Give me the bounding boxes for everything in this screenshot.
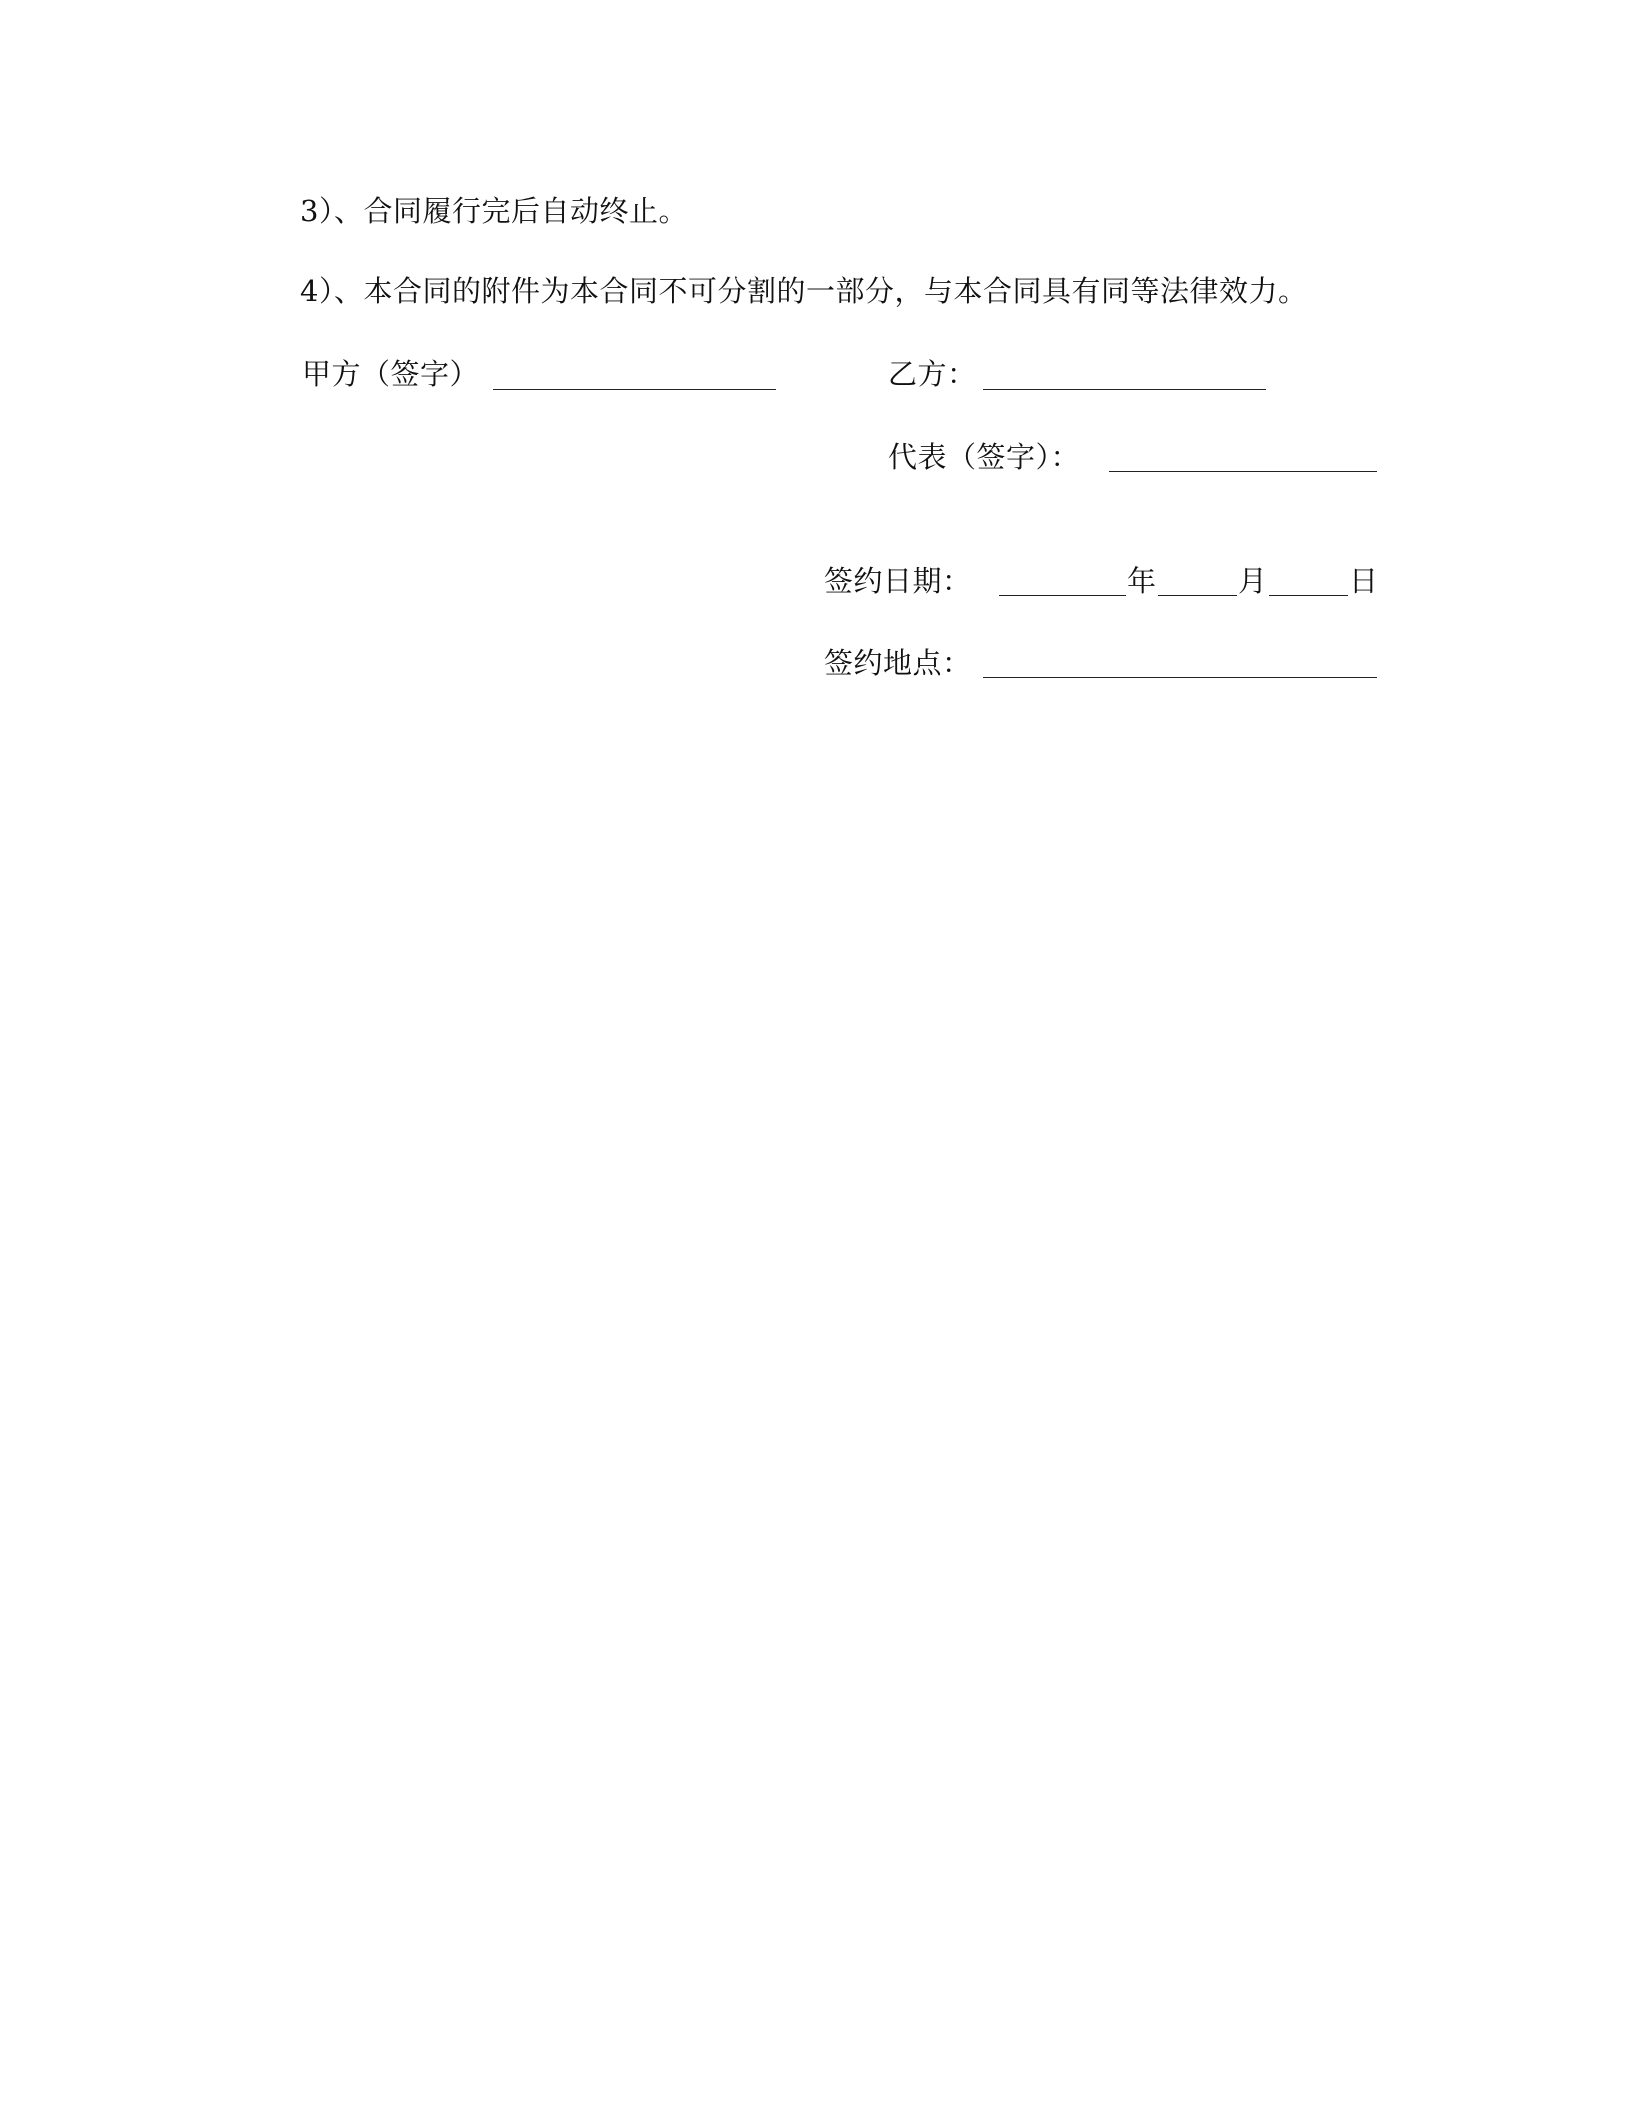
- sign-date-year-line[interactable]: [999, 595, 1126, 596]
- party-a-label: 甲方（签字）: [302, 357, 480, 391]
- month-label: 月: [1238, 564, 1268, 598]
- day-label: 日: [1349, 564, 1379, 598]
- sign-date-label: 签约日期：: [824, 564, 972, 598]
- clause-4: 4）、本合同的附件为本合同不可分割的一部分，与本合同具有同等法律效力。: [300, 274, 1308, 308]
- party-b-label: 乙方：: [888, 357, 977, 391]
- year-label: 年: [1127, 564, 1157, 598]
- sign-place-line[interactable]: [983, 677, 1377, 678]
- representative-signature-line[interactable]: [1109, 471, 1377, 472]
- party-b-signature-line[interactable]: [983, 389, 1266, 390]
- sign-date-month-line[interactable]: [1158, 595, 1237, 596]
- clause-3: 3）、合同履行完后自动终止。: [300, 194, 688, 228]
- sign-place-label: 签约地点：: [824, 646, 972, 680]
- representative-label: 代表（签字）：: [888, 440, 1081, 474]
- sign-date-day-line[interactable]: [1269, 595, 1348, 596]
- party-a-signature-line[interactable]: [493, 389, 776, 390]
